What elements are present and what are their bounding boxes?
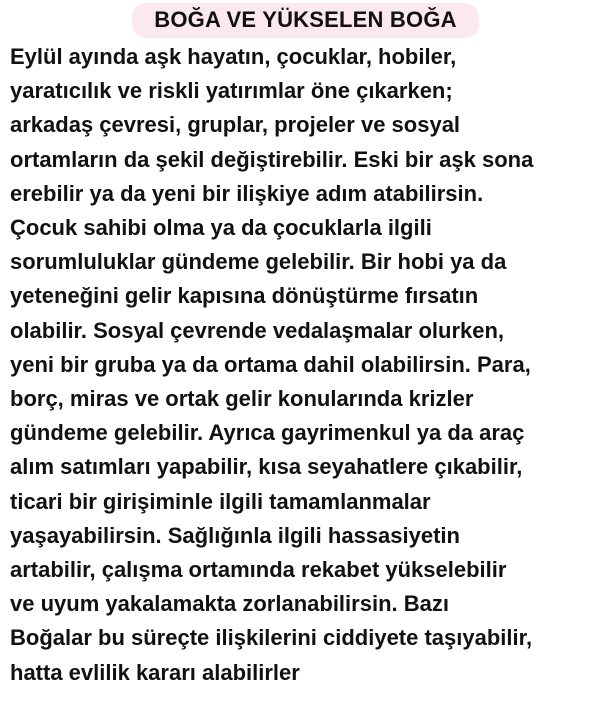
article-line: ortamların da şekil değiştirebilir. Eski bir aşk sona xyxy=(10,146,534,172)
article-body xyxy=(10,40,606,690)
article-line: ticari bir girişiminle ilgili tamamlanmalar xyxy=(10,488,431,514)
article-line: alım satımları yapabilir, kısa seyahatlere çıkabilir, xyxy=(10,454,523,480)
article-line: borç, miras ve ortak gelir konularında krizler xyxy=(10,386,474,412)
article-line: gündeme gelebilir. Ayrıca gayrimenkul ya da araç xyxy=(10,420,525,446)
article-line: Eylül ayında aşk hayatın, çocuklar, hobiler, xyxy=(10,44,457,69)
article-line: artabilir, çalışma ortamında rekabet yükselebilir xyxy=(10,557,507,583)
page-title: BOĞA VE YÜKSELEN BOĞA xyxy=(132,3,478,38)
article-line: yaşayabilirsin. Sağlığınla ilgili hassasiyetin xyxy=(10,522,460,548)
title-container xyxy=(0,3,611,38)
article-line: Boğalar bu süreçte ilişkilerini ciddiyete taşıyabilir, xyxy=(10,625,533,651)
article-line: hatta evlilik kararı alabilirler xyxy=(10,659,300,685)
article-line: Çocuk sahibi olma ya da çocuklarla ilgili xyxy=(10,215,432,241)
article-line: olabilir. Sosyal çevrende vedalaşmalar olurken, xyxy=(10,317,505,343)
article-line: yaratıcılık ve riskli yatırımlar öne çıkarken; xyxy=(10,78,453,104)
article-line: arkadaş çevresi, gruplar, projeler ve sosyal xyxy=(10,112,461,138)
article-line: ve uyum yakalamakta zorlanabilirsin. Bazı xyxy=(10,591,449,617)
article-line: sorumluluklar gündeme gelebilir. Bir hobi ya da xyxy=(10,249,507,275)
article-line: yeni bir gruba ya da ortama dahil olabilirsin. Para, xyxy=(10,351,531,377)
article-line: yeteneğini gelir kapısına dönüştürme fırsatın xyxy=(10,283,479,309)
article-line: erebilir ya da yeni bir ilişkiye adım atabilirsin. xyxy=(10,180,484,206)
